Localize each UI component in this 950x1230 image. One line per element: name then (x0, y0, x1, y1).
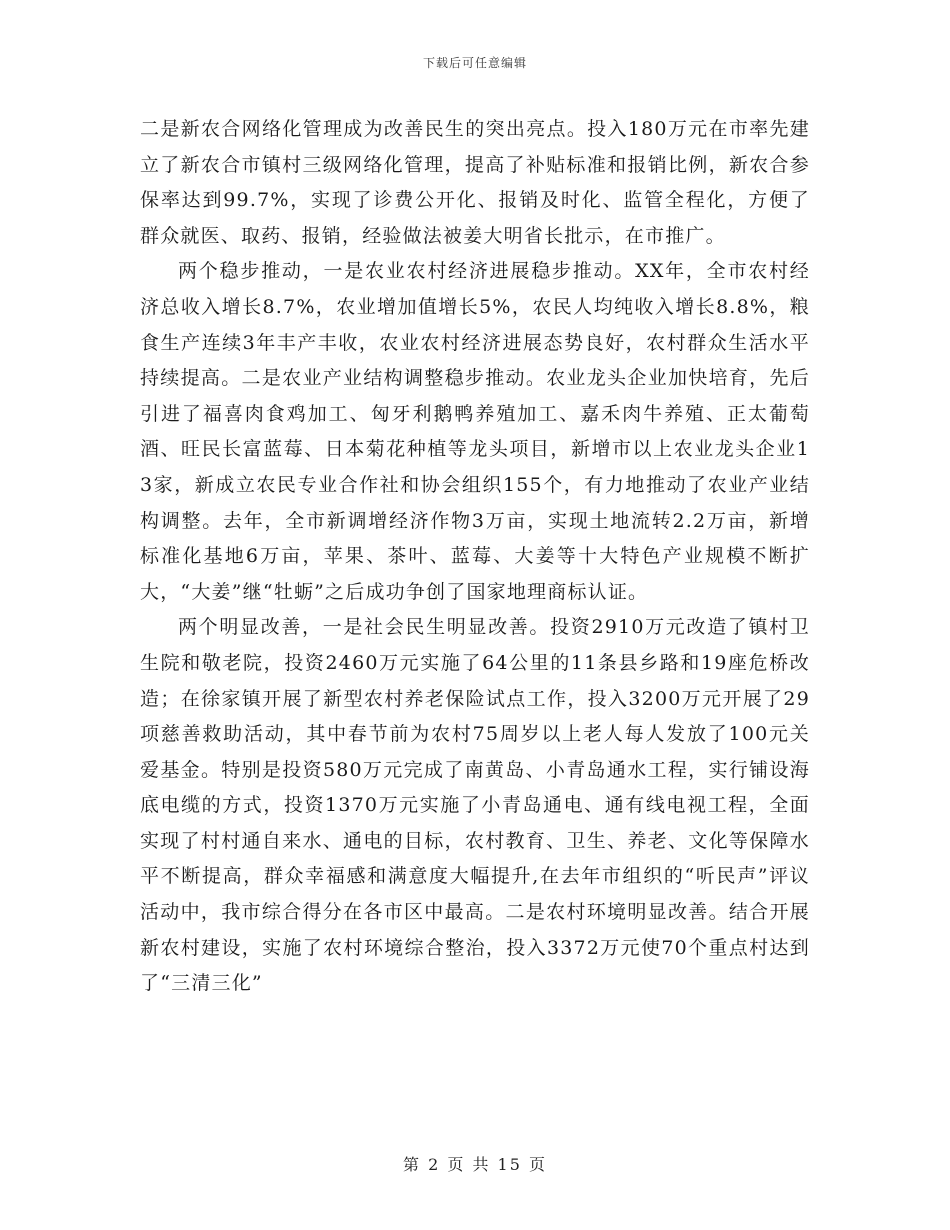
document-body (140, 112, 810, 1002)
page-number-footer: 第 2 页 共 15 页 (403, 1155, 547, 1174)
paragraph-3: 两个明显改善，一是社会民生明显改善。投资2910万元改造了镇村卫生院和敬老院，投资2460万元实施了64公里的11条县乡路和19座危桥改造；在徐家镇开展了新型农村养老保险试点工作，投入3200万元开展了29项慈善救助活动，其中春节前为农村75周岁以上老人每人发放了100元关爱基金。特别是投资580万元完成了南黄岛、小青岛通水工程，实行铺设海底电缆的方式，投资1370万元实施了小青岛通电、通有线电视工程，全面实现了村村通自来水、通电的目标，农村教育、卫生、养老、文化等保障水平不断提高，群众幸福感和满意度大幅提升,在去年市组织的“听民声”评议活动中，我市综合得分在各市区中最高。二是农村环境明显改善。结合开展新农村建设，实施了农村环境综合整治，投入3372万元使70个重点村达到了“三清三化” (140, 616, 810, 995)
paragraph-2: 两个稳步推动，一是农业农村经济进展稳步推动。XX年，全市农村经济总收入增长8.7%，农业增加值增长5%，农民人均纯收入增长8.8%，粮食生产连续3年丰产丰收，农业农村经济进展态势良好，农村群众生活水平持续提高。二是农业产业结构调整稳步推动。农业龙头企业加快培育，先后引进了福喜肉食鸡加工、匈牙利鹅鸭养殖加工、嘉禾肉牛养殖、正太葡萄酒、旺民长富蓝莓、日本菊花种植等龙头项目，新增市以上农业龙头企业13家，新成立农民专业合作社和协会组织155个，有力地推动了农业产业结构调整。去年，全市新调增经济作物3万亩，实现土地流转2.2万亩，新增标准化基地6万亩，苹果、茶叶、蓝莓、大姜等十大特色产业规模不断扩大，“大姜”继“牡蛎”之后成功争创了国家地理商标认证。 (140, 260, 810, 603)
page-header: 下载后可任意编辑 (422, 56, 527, 70)
paragraph-1: 二是新农合网络化管理成为改善民生的突出亮点。投入180万元在市率先建立了新农合市镇村三级网络化管理，提高了补贴标准和报销比例，新农合参保率达到99.7%，实现了诊费公开化、报销及时化、监管全程化，方便了群众就医、取药、报销，经验做法被姜大明省长批示，在市推广。 (140, 118, 810, 247)
